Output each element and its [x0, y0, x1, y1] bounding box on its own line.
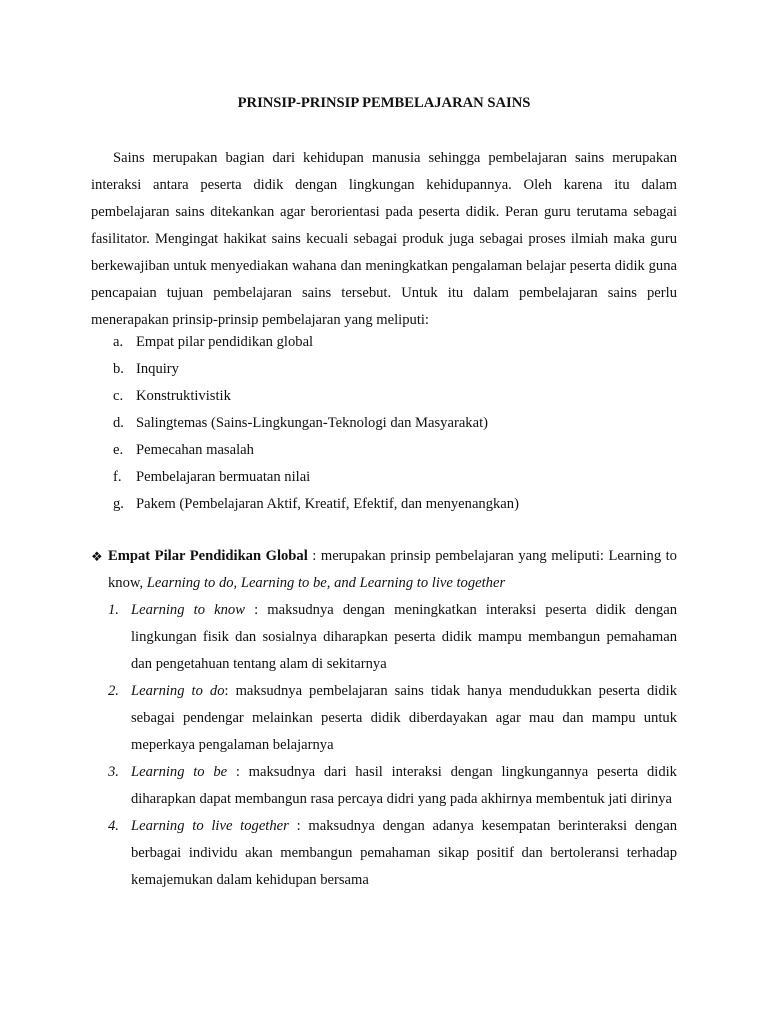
- list-marker: f.: [113, 469, 122, 485]
- intro-paragraph: Sains merupakan bagian dari kehidupan manusia sehingga pembelajaran sains merupakan interaksi antara peserta didik dengan lingkungan kehidupannya. Oleh karena itu dalam pembelajaran sains ditekankan agar berorientasi pada peserta didik. Peran guru terutama sebagai fasilitator. Mengingat hakikat sains kecuali sebagai produk juga sebagai proses ilmiah maka guru berkewajiban untuk menyediakan wahana dan meningkatkan pengalaman belajar peserta didik guna pencapaian tujuan pembelajaran sains tersebut. Untuk itu dalam pembelajaran sains perlu menerapakan prinsip-prinsip pembelajaran yang meliputi:: [91, 150, 677, 328]
- diamond-bullet-icon: ❖: [91, 549, 103, 564]
- list-item-text: Salingtemas (Sains-Lingkungan-Teknologi dan Masyarakat): [136, 415, 488, 431]
- list-item: [91, 383, 677, 410]
- list-marker: 2.: [108, 683, 119, 699]
- pillar-description: : maksudnya pembelajaran sains tidak hanya mendudukkan peserta didik sebagai pendengar melainkan peserta didik diberdayakan agar mau dan mampu untuk meperkaya pengalaman belajarnya: [131, 683, 677, 753]
- list-item: [91, 759, 677, 813]
- list-item: [91, 437, 677, 464]
- list-item-text: Empat pilar pendidikan global: [136, 334, 314, 350]
- list-item: [91, 410, 677, 437]
- pillar-intro-italic: Learning to do, Learning to be, and Learning to live together: [146, 575, 506, 591]
- pillar-term: Learning to live together: [131, 818, 289, 834]
- pillars-list: [91, 597, 677, 894]
- list-marker: g.: [113, 496, 124, 512]
- list-marker: 4.: [108, 818, 119, 834]
- list-item: [91, 329, 677, 356]
- list-item-text: Pembelajaran bermuatan nilai: [136, 469, 311, 485]
- list-item: [91, 464, 677, 491]
- pillar-term: Learning to know: [131, 602, 245, 618]
- list-item: [91, 491, 677, 518]
- list-marker: e.: [113, 442, 124, 458]
- list-marker: 1.: [108, 602, 119, 618]
- pillar-term: Learning to do: [131, 683, 225, 699]
- pillar-intro: [91, 543, 677, 597]
- list-item-text: Pemecahan masalah: [136, 442, 254, 458]
- list-item: [91, 597, 677, 678]
- list-item: [91, 356, 677, 383]
- list-item: [91, 813, 677, 894]
- list-marker: d.: [113, 415, 124, 431]
- pillar-term: Learning to be: [131, 764, 228, 780]
- list-marker: c.: [113, 388, 124, 404]
- list-item-text: Konstruktivistik: [136, 388, 231, 404]
- pillar-description: : maksudnya dengan adanya kesempatan berinteraksi dengan berbagai individu akan membangun pemahaman sikap positif dan bertoleransi terhadap kemajemukan dalam kehidupan bersama: [131, 818, 677, 888]
- list-item-text: Pakem (Pembelajaran Aktif, Kreatif, Efektif, dan menyenangkan): [136, 496, 519, 512]
- pillar-section: [91, 543, 677, 597]
- pillar-description: : maksudnya dengan meningkatkan interaksi peserta didik dengan lingkungan fisik dan sosialnya diharapkan peserta didik mampu membangun pemahaman dan pengetahuan tentang alam di sekitarnya: [131, 602, 678, 672]
- list-item: [91, 678, 677, 759]
- list-marker: a.: [113, 334, 124, 350]
- pillar-description: : maksudnya dari hasil interaksi dengan lingkungannya peserta didik diharapkan dapat membangun rasa percaya didri yang pada akhirnya membentuk jati dirinya: [131, 764, 677, 807]
- list-item-text: Inquiry: [136, 361, 179, 377]
- document-title: PRINSIP-PRINSIP PEMBELAJARAN SAINS: [237, 95, 531, 111]
- principles-list: [91, 329, 677, 518]
- pillar-heading: Empat Pilar Pendidikan Global: [108, 548, 308, 564]
- list-marker: 3.: [108, 764, 119, 780]
- list-marker: b.: [113, 361, 124, 377]
- pillar-intro-text: : merupakan prinsip pembelajaran yang meliputi: Learning to know,: [108, 548, 677, 591]
